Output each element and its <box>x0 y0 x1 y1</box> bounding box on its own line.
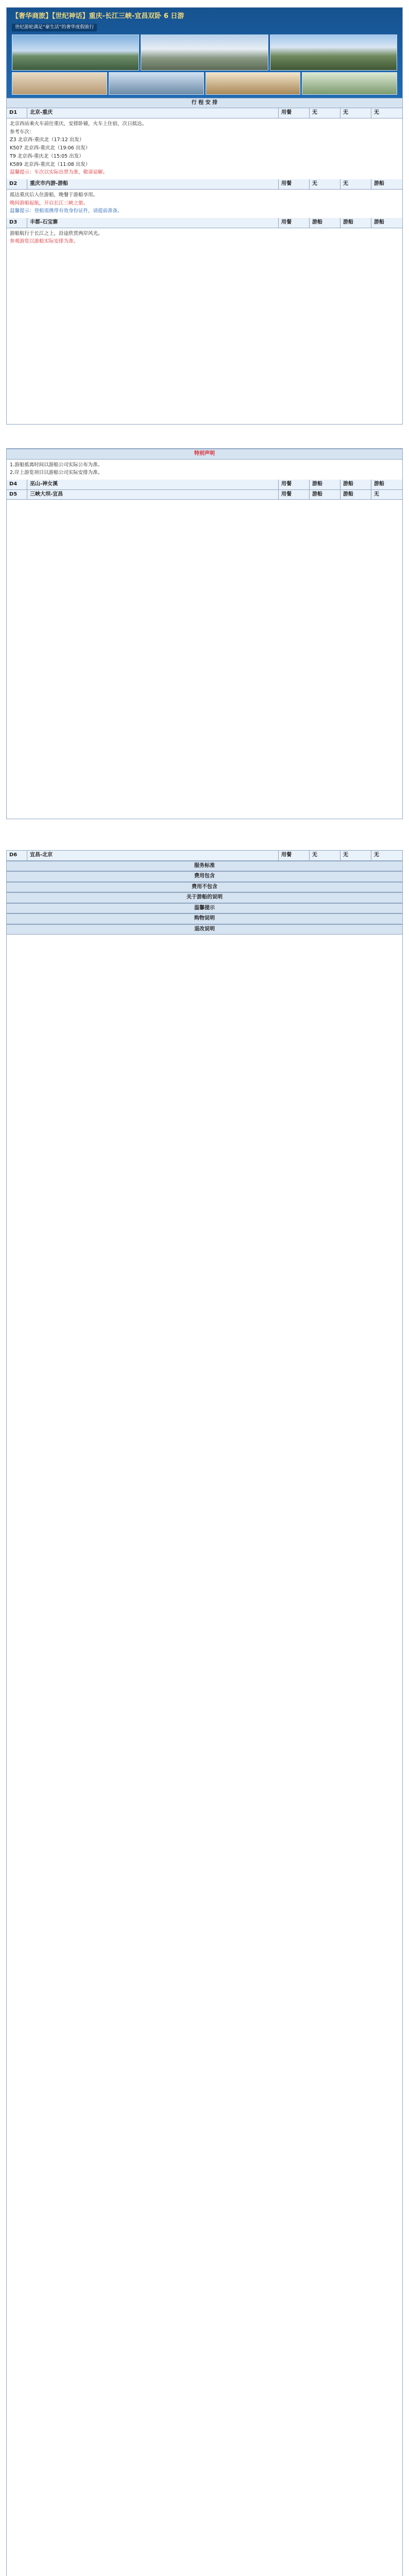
thumb-row <box>12 72 397 95</box>
meal-breakfast: 无 <box>310 108 340 118</box>
banner <box>7 8 402 98</box>
thumb-2 <box>109 72 204 95</box>
day-route: 三峡大坝-宜昌 <box>27 490 279 500</box>
section-refund: 退改说明 <box>7 924 402 935</box>
itinerary-sheet-3 <box>6 850 403 2576</box>
section-service-standard: 服务标准 <box>7 861 402 872</box>
section-shopping: 购物说明 <box>7 913 402 924</box>
meal-dinner: 游船 <box>374 181 384 187</box>
day-2-line: 晚间游船起航，开启长江三峡之旅。 <box>10 200 89 206</box>
meal-dinner: 无 <box>374 110 379 116</box>
meal-lunch: 游船 <box>340 490 371 500</box>
day-row-4 <box>7 480 402 490</box>
meal-breakfast: 游船 <box>310 490 340 500</box>
day-1-note: 温馨提示：车次以实际出票为准，敬请谅解。 <box>10 170 108 176</box>
day-row-3 <box>7 218 402 228</box>
day-2-line: 抵达重庆后入住游船，晚餐于游船享用。 <box>10 192 98 198</box>
day-row-6 <box>7 851 402 861</box>
note-line: 1.游船抵离时间以游船公司实际公布为准。 <box>10 462 103 468</box>
notes-body <box>7 460 402 480</box>
itinerary-sheet-2 <box>6 448 403 819</box>
day-label: D1 <box>7 108 27 118</box>
day-label: D5 <box>7 490 27 500</box>
section-reminders: 温馨提示 <box>7 903 402 914</box>
itinerary-sheet-1 <box>6 7 403 425</box>
day-label: D3 <box>7 218 27 228</box>
itinerary-bar: 行 程 安 排 <box>7 98 402 109</box>
banner-subtitle: 世纪游轮满足“豪生活”的奢华度假旅行 <box>12 24 97 31</box>
meal-header: 用餐 <box>279 108 310 118</box>
thumb-3 <box>206 72 301 95</box>
thumb-4 <box>302 72 397 95</box>
note-line: 2.岸上游览项目以游船公司实际安排为准。 <box>10 470 103 476</box>
meal-dinner: 无 <box>374 852 379 858</box>
day-row-2 <box>7 179 402 190</box>
day-route: 巫山-神女溪 <box>27 480 279 489</box>
day-row-5 <box>7 490 402 500</box>
meal-breakfast: 游船 <box>310 480 340 489</box>
day-3-line: 游船航行于长江之上，沿途欣赏两岸风光。 <box>10 230 103 236</box>
meal-lunch: 无 <box>340 108 371 118</box>
photo-row <box>12 35 397 71</box>
day-1-line: T9 北京西-重庆北（15:05 出发） <box>10 153 84 159</box>
notes-title: 特别声明 <box>7 449 402 460</box>
day-route: 宜昌-北京 <box>27 851 279 860</box>
meal-header: 用餐 <box>279 179 310 189</box>
day-3-body <box>7 228 402 249</box>
meal-lunch: 游船 <box>340 480 371 489</box>
day-route: 丰都-石宝寨 <box>27 218 279 228</box>
day-1-line: Z3 北京西-重庆北（17:12 出发） <box>10 137 84 143</box>
day-2-line: 温馨提示：登船需携带有效身份证件，请提前准备。 <box>10 208 123 214</box>
day-label: D2 <box>7 179 27 189</box>
section-fee-included: 费用包含 <box>7 871 402 882</box>
meal-breakfast: 游船 <box>310 218 340 228</box>
day-row-1 <box>7 108 402 118</box>
meal-lunch: 游船 <box>340 218 371 228</box>
day-3-line: 参观游览以游船实际安排为准。 <box>10 239 79 245</box>
meal-dinner: 游船 <box>374 481 384 487</box>
day-route: 北京-重庆 <box>27 108 279 118</box>
meal-breakfast: 无 <box>310 179 340 189</box>
day-1-line: 北京西站乘火车前往重庆，安排卧铺，火车上住宿，次日抵达。 <box>10 121 147 127</box>
meal-lunch: 无 <box>340 851 371 860</box>
thumb-1 <box>12 72 107 95</box>
day-1-line: 参考车次： <box>10 129 35 135</box>
day-2-body <box>7 190 402 218</box>
section-ship-notes: 关于游船的说明 <box>7 892 402 903</box>
cruise-photo-3 <box>270 35 397 71</box>
section-fee-excluded: 费用不包含 <box>7 882 402 893</box>
day-label: D6 <box>7 851 27 860</box>
meal-lunch: 无 <box>340 179 371 189</box>
meal-header: 用餐 <box>279 218 310 228</box>
meal-dinner: 无 <box>374 491 379 497</box>
day-1-line: K507 北京西-重庆北（19:06 出发） <box>10 145 91 151</box>
meal-dinner: 游船 <box>374 219 384 226</box>
day-label: D4 <box>7 480 27 489</box>
cruise-photo-1 <box>12 35 139 71</box>
meal-header: 用餐 <box>279 851 310 860</box>
meal-header: 用餐 <box>279 480 310 489</box>
banner-title: 【奢华商旅】【世纪神话】重庆-长江三峡-宜昌双卧 6 日游 <box>12 12 184 20</box>
cruise-photo-2 <box>141 35 268 71</box>
day-1-line: K589 北京西-重庆北（11:08 出发） <box>10 161 91 167</box>
meal-header: 用餐 <box>279 490 310 500</box>
meal-breakfast: 无 <box>310 851 340 860</box>
day-1-body <box>7 118 402 179</box>
day-route: 重庆市内游-游船 <box>27 179 279 189</box>
